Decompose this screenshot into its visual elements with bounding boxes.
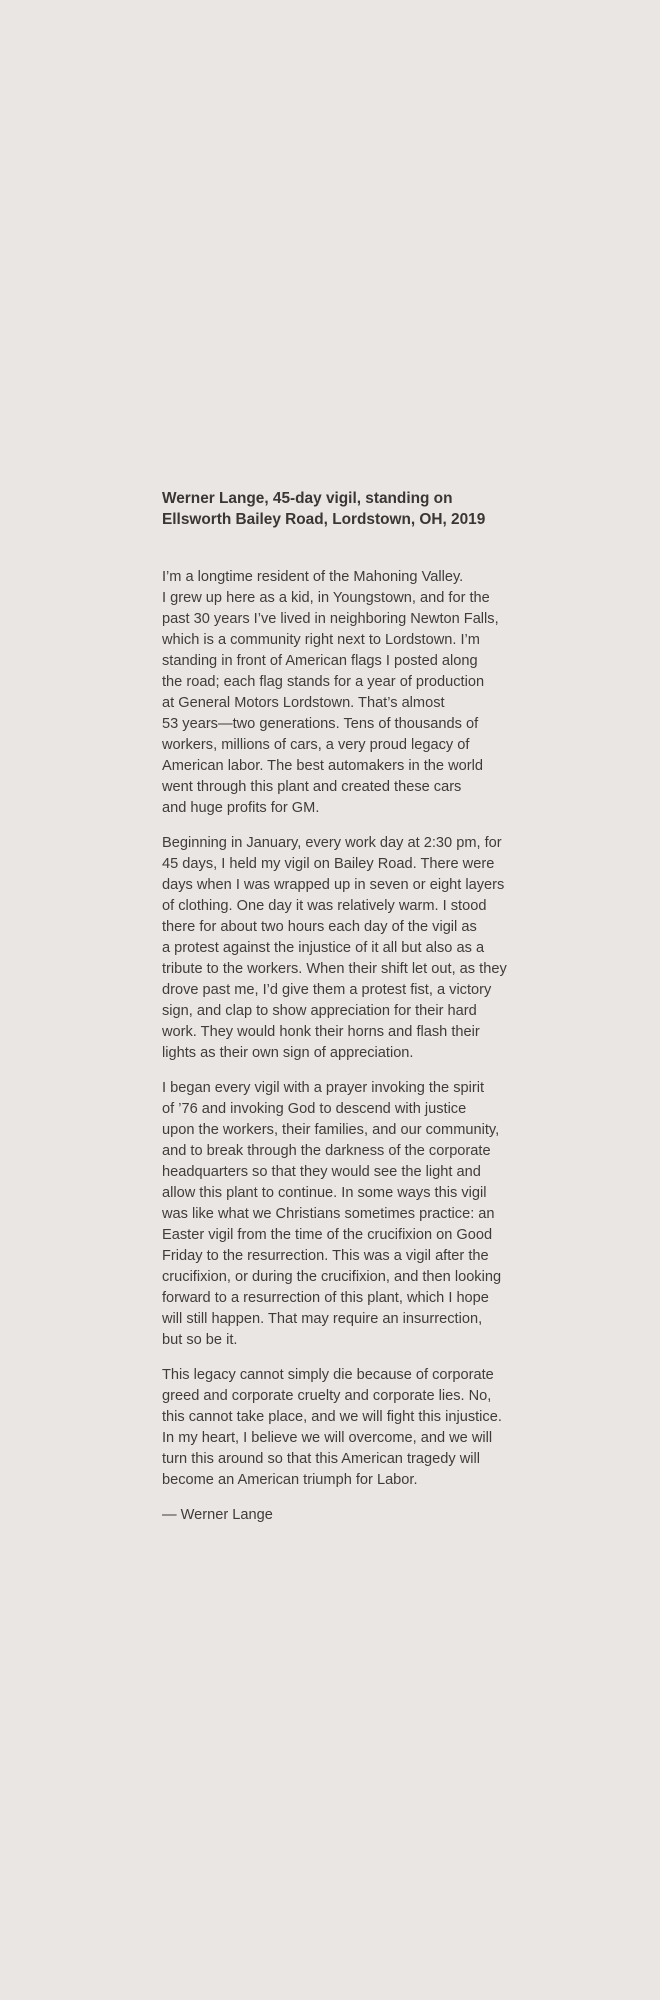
paragraph-4 [162, 1365, 502, 1491]
text-line: there for about two hours each day of the vigil as [162, 919, 477, 935]
text-line: allow this plant to continue. In some ways this vigil [162, 1185, 487, 1201]
text-line: In my heart, I believe we will overcome, and we will [162, 1430, 493, 1446]
text-line: the road; each flag stands for a year of production [162, 674, 485, 690]
text-line: Easter vigil from the time of the crucifixion on Good [162, 1227, 493, 1243]
text-line: this cannot take place, and we will fight this injustice. [162, 1409, 502, 1425]
wall-placard [162, 488, 507, 1526]
text-line: become an American triumph for Labor. [162, 1472, 418, 1488]
text-line: I grew up here as a kid, in Youngstown, and for the [162, 590, 490, 606]
text-line: sign, and clap to show appreciation for their hard [162, 1003, 477, 1019]
text-line: of ’76 and invoking God to descend with justice [162, 1101, 467, 1117]
text-line: upon the workers, their families, and our community, [162, 1122, 500, 1138]
text-line: Friday to the resurrection. This was a vigil after the [162, 1248, 489, 1264]
text-line: will still happen. That may require an insurrection, [162, 1311, 483, 1327]
text-line: I began every vigil with a prayer invoking the spirit [162, 1080, 485, 1096]
attribution: — Werner Lange [162, 1507, 273, 1523]
text-line: of clothing. One day it was relatively warm. I stood [162, 898, 487, 914]
text-line: Beginning in January, every work day at 2:30 pm, for [162, 835, 502, 851]
text-line: This legacy cannot simply die because of corporate [162, 1367, 494, 1383]
text-line: which is a community right next to Lordstown. I’m [162, 632, 480, 648]
text-line: American labor. The best automakers in the world [162, 758, 483, 774]
paragraph-1 [162, 567, 502, 819]
text-line: crucifixion, or during the crucifixion, and then looking [162, 1269, 502, 1285]
text-line: went through this plant and created these cars [162, 779, 462, 795]
text-line: greed and corporate cruelty and corporate lies. No, [162, 1388, 492, 1404]
text-line: and to break through the darkness of the corporate [162, 1143, 491, 1159]
placard-title-line: Ellsworth Bailey Road, Lordstown, OH, 2019 [162, 511, 486, 528]
text-line: but so be it. [162, 1332, 238, 1348]
placard-title [162, 488, 502, 530]
text-line: I’m a longtime resident of the Mahoning Valley. [162, 569, 464, 585]
text-line: 53 years—two generations. Tens of thousands of [162, 716, 479, 732]
placard-title-line: Werner Lange, 45-day vigil, standing on [162, 490, 453, 507]
text-line: and huge profits for GM. [162, 800, 320, 816]
text-line: workers, millions of cars, a very proud legacy of [162, 737, 470, 753]
text-line: forward to a resurrection of this plant, which I hope [162, 1290, 489, 1306]
text-line: work. They would honk their horns and flash their [162, 1024, 480, 1040]
text-line: turn this around so that this American tragedy will [162, 1451, 480, 1467]
text-line: drove past me, I’d give them a protest fist, a victory [162, 982, 492, 998]
text-line: tribute to the workers. When their shift let out, as they [162, 961, 507, 977]
text-line: lights as their own sign of appreciation. [162, 1045, 414, 1061]
text-line: standing in front of American flags I posted along [162, 653, 478, 669]
text-line: days when I was wrapped up in seven or eight layers [162, 877, 505, 893]
paragraph-3 [162, 1078, 502, 1351]
text-line: past 30 years I’ve lived in neighboring Newton Falls, [162, 611, 499, 627]
text-line: headquarters so that they would see the light and [162, 1164, 481, 1180]
text-line: at General Motors Lordstown. That’s almost [162, 695, 445, 711]
text-line: was like what we Christians sometimes practice: an [162, 1206, 495, 1222]
text-line: a protest against the injustice of it all but also as a [162, 940, 485, 956]
text-line: 45 days, I held my vigil on Bailey Road. There were [162, 856, 495, 872]
paragraph-2 [162, 833, 507, 1064]
